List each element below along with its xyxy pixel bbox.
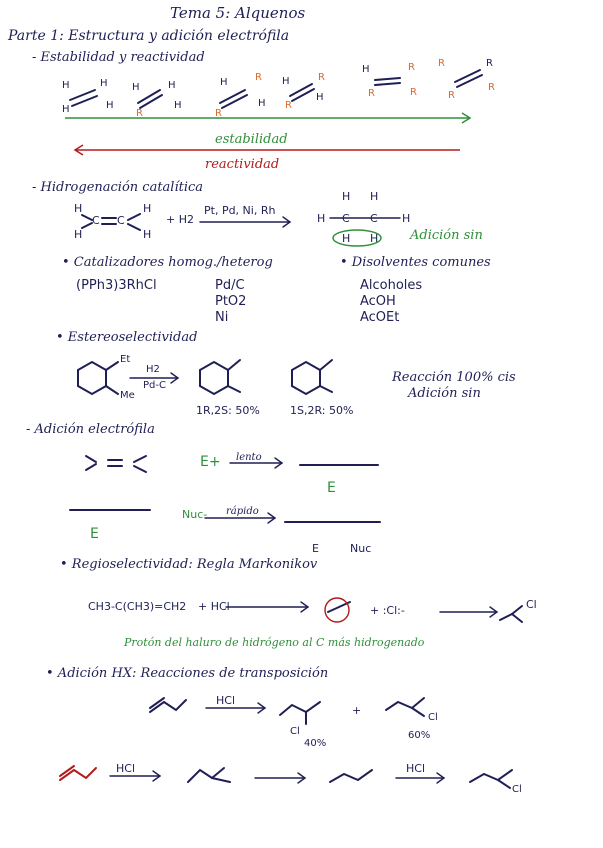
page-title: Tema 5: Alquenos [170, 4, 306, 22]
svg-text:C: C [342, 212, 350, 225]
step2-rate: rápido [226, 506, 259, 517]
hx-plus: + [352, 704, 362, 717]
stereo-pdc: Pd-C [143, 380, 166, 391]
svg-text:H: H [106, 100, 114, 111]
adicion-sin-note: Adición sin [410, 228, 483, 243]
svg-text:H: H [62, 80, 70, 91]
hx-cl-1: Cl [290, 726, 300, 737]
hx-pct-60: 60% [408, 730, 431, 741]
svg-text:H: H [316, 92, 324, 103]
product-1r2s: 1R,2S: 50% [196, 404, 260, 417]
svg-text:C: C [370, 212, 378, 225]
label-nuc: Nuc [350, 542, 372, 555]
svg-text:R: R [136, 108, 143, 119]
estabilidad-arrow-label: estabilidad [215, 132, 288, 147]
disolvente-1: Alcoholes [360, 278, 423, 293]
regio-reagent: + HCl [198, 600, 230, 613]
sub-et: Et [120, 354, 131, 365]
svg-text:R: R [215, 108, 222, 119]
catalizador-3: PtO2 [215, 294, 247, 309]
stereo-rings [78, 360, 332, 394]
svg-text:C: C [117, 214, 125, 227]
catalyst-label: Pt, Pd, Ni, Rh [204, 204, 276, 217]
svg-text:H: H [258, 98, 266, 109]
hx-reagent-1: HCl [216, 694, 236, 707]
catalizador-1: (PPh3)3RhCl [76, 278, 157, 293]
electrophile: E+ [200, 454, 221, 470]
svg-text:H: H [168, 80, 176, 91]
hx-reagent-3: HCl [406, 762, 426, 775]
svg-text:C: C [92, 214, 100, 227]
svg-text:H: H [143, 202, 152, 215]
stereo-note-2: Adición sin [408, 386, 481, 401]
regio-substrate: CH3-C(CH3)=CH2 [88, 600, 187, 613]
regio-product-cl: Cl [526, 598, 537, 611]
catalizador-2: Pd/C [215, 278, 245, 293]
hidrogenacion-heading: - Hidrogenación catalítica [32, 180, 204, 195]
svg-text:R: R [488, 82, 495, 93]
svg-text:H: H [342, 190, 351, 203]
svg-text:R: R [410, 87, 417, 98]
svg-text:H: H [282, 76, 290, 87]
hx-reagent-2: HCl [116, 762, 136, 775]
catalizador-4: Ni [215, 310, 229, 325]
sub-me: Me [120, 390, 135, 401]
svg-text:R: R [368, 88, 375, 99]
regio-note: Protón del haluro de hidrógeno al C más hidrogenado [124, 636, 425, 649]
part1-title: Parte 1: Estructura y adición electrófila [8, 28, 290, 44]
svg-text:R: R [486, 58, 493, 69]
svg-text:H: H [62, 104, 70, 115]
disolvente-2: AcOH [360, 294, 396, 309]
stereo-note-1: Reacción 100% cis [392, 370, 516, 385]
stereo-h2: H2 [146, 364, 160, 375]
hx-pct-40: 40% [304, 738, 327, 749]
regio-anion: + :Cl:- [370, 604, 405, 617]
label-e: E [312, 542, 319, 555]
svg-text:E: E [90, 526, 99, 542]
svg-text:H: H [174, 100, 182, 111]
step1-rate: lento [236, 452, 262, 463]
hx-cl-2: Cl [428, 712, 438, 723]
disolventes-title: • Disolventes comunes [340, 255, 491, 270]
svg-text:R: R [448, 90, 455, 101]
hx-cl-3: Cl [512, 784, 522, 795]
svg-text:R: R [285, 100, 292, 111]
estereo-heading: • Estereoselectividad [56, 330, 198, 345]
svg-text:H: H [74, 228, 83, 241]
svg-text:R: R [408, 62, 415, 73]
svg-text:H: H [74, 202, 83, 215]
svg-text:H: H [342, 232, 351, 245]
svg-text:R: R [318, 72, 325, 83]
regio-heading: • Regioselectividad: Regla Markonikov [60, 557, 318, 572]
svg-text:H: H [370, 232, 379, 245]
svg-text:H: H [362, 64, 370, 75]
svg-text:H: H [100, 78, 108, 89]
nucleophile: Nuc- [182, 508, 208, 521]
svg-text:H: H [132, 82, 140, 93]
h2-reagent: + H2 [166, 213, 194, 226]
svg-text:E: E [327, 480, 336, 496]
disolvente-3: AcOEt [360, 310, 400, 325]
svg-text:H: H [317, 212, 326, 225]
svg-text:H: H [402, 212, 411, 225]
reactividad-arrow-label: reactividad [205, 157, 280, 172]
svg-text:H: H [143, 228, 152, 241]
svg-text:H: H [370, 190, 379, 203]
estabilidad-heading: - Estabilidad y reactividad [32, 50, 205, 65]
hx-heading: • Adición HX: Reacciones de transposición [46, 666, 329, 681]
svg-text:R: R [438, 58, 445, 69]
catalizadores-title: • Catalizadores homog./heterog [62, 255, 273, 270]
svg-text:H: H [220, 77, 228, 88]
svg-text:R: R [255, 72, 262, 83]
adicion-heading: - Adición electrófila [26, 422, 155, 437]
product-1s2r: 1S,2R: 50% [290, 404, 354, 417]
